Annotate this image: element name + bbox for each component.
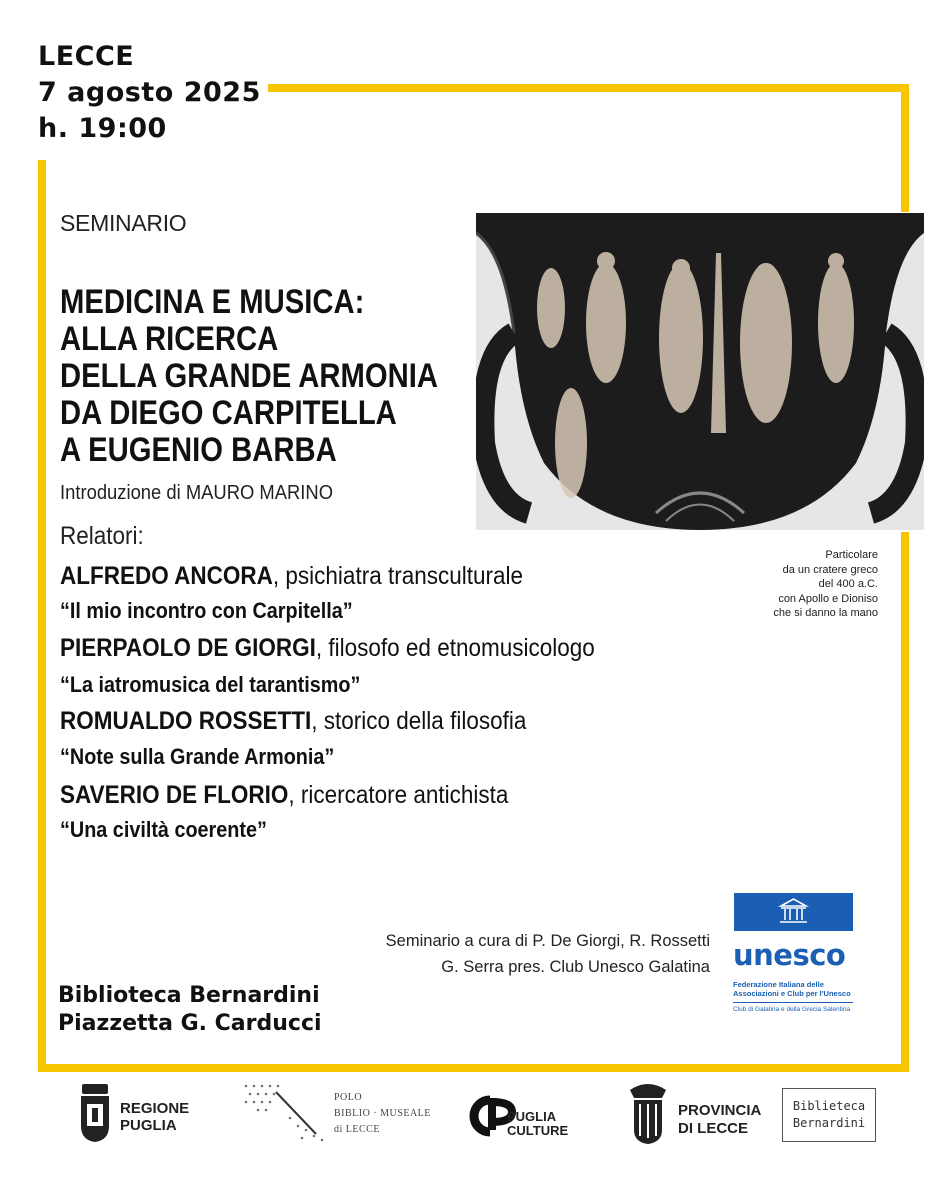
title-line: DA DIEGO CARPITELLA: [60, 394, 397, 432]
speaker-role: , storico della filosofia: [311, 707, 527, 735]
frame-bottom-line: [38, 1064, 909, 1072]
caption-line: da un cratere greco: [782, 563, 878, 576]
regione-label-line: PUGLIA: [120, 1117, 177, 1134]
frame-left-line: [38, 160, 46, 1072]
event-date: 7 agosto 2025: [38, 77, 261, 108]
event-time: h. 19:00: [38, 113, 167, 144]
unesco-wordmark: unesco: [733, 938, 846, 972]
puglia-label-line: PUGLIA: [507, 1109, 557, 1124]
title-line: DELLA GRANDE ARMONIA: [60, 357, 438, 395]
talk-title: “Una civiltà coerente”: [60, 817, 267, 842]
caption-line: che si danno la mano: [773, 607, 878, 619]
puglia-culture-label: [507, 1110, 568, 1138]
introduction-line: Introduzione di MAURO MARINO: [60, 482, 334, 504]
venue-address: Piazzetta G. Carducci: [58, 1011, 322, 1036]
seminar-title: [60, 284, 438, 469]
unesco-federation-line: Federazione Italiana delle: [733, 980, 824, 989]
speaker-role: , psichiatra transculturale: [272, 562, 524, 590]
speakers-label: Relatori:: [60, 522, 144, 550]
provincia-label-line: DI LECCE: [678, 1120, 749, 1137]
credits-line: Seminario a cura di P. De Giorgi, R. Rossetti: [385, 932, 710, 950]
speaker-name: ALFREDO ANCORA: [60, 562, 273, 590]
caption-line: con Apollo e Dioniso: [778, 592, 878, 605]
speaker-role: , filosofo ed etnomusicologo: [315, 634, 595, 662]
polo-label-line: POLO: [334, 1092, 363, 1103]
title-line: ALLA RICERCA: [60, 320, 279, 358]
speaker-name: PIERPAOLO DE GIORGI: [60, 634, 316, 662]
seminar-kicker: SEMINARIO: [60, 210, 187, 236]
frame-top-line: [268, 84, 909, 92]
talk-title: “La iatromusica del tarantismo”: [60, 672, 361, 697]
caption-line: Particolare: [825, 549, 878, 561]
speaker-line: [60, 706, 526, 736]
seminar-credits: [386, 928, 710, 980]
polo-label-line: di LECCE: [334, 1124, 380, 1135]
unesco-temple-logo: [734, 893, 853, 931]
talk-title: “Il mio incontro con Carpitella”: [60, 598, 353, 623]
speaker-line: [60, 780, 508, 810]
speaker-name: ROMUALDO ROSSETTI: [60, 707, 312, 735]
polo-label: [334, 1090, 431, 1138]
unesco-club: Club di Galatina e della Grecia Salentina: [733, 1006, 851, 1013]
provincia-lecce-label: [678, 1102, 761, 1138]
speaker-line: [60, 561, 523, 591]
event-city: LECCE: [38, 41, 135, 72]
title-line: A EUGENIO BARBA: [60, 431, 337, 469]
speaker-role: , ricercatore antichista: [288, 781, 509, 809]
polo-dots-icon: [242, 1082, 328, 1144]
regione-puglia-label: [120, 1100, 189, 1134]
caption-line: del 400 a.C.: [818, 578, 878, 590]
venue: [58, 982, 322, 1038]
unesco-federation: [733, 980, 851, 998]
venue-name: Biblioteca Bernardini: [58, 983, 320, 1008]
title-line: MEDICINA E MUSICA:: [60, 283, 365, 321]
biblioteca-bernardini-logo: [782, 1088, 876, 1142]
unesco-federation-line: Associazioni e Club per l'Unesco: [733, 989, 851, 998]
regione-puglia-emblem-icon: [78, 1082, 112, 1144]
image-caption: [718, 548, 878, 621]
greek-krater-image: [476, 213, 924, 530]
provincia-lecce-crest-icon: [626, 1080, 670, 1146]
credits-line: G. Serra pres. Club Unesco Galatina: [441, 958, 710, 976]
biblioteca-label-line: Biblieteca: [792, 1099, 866, 1113]
regione-label-line: REGIONE: [120, 1100, 190, 1117]
frame-right-line-upper: [901, 84, 909, 212]
speaker-line: [60, 633, 595, 663]
puglia-label-line: CULTURE: [507, 1123, 569, 1138]
provincia-label-line: PROVINCIA: [678, 1102, 762, 1119]
talk-title: “Note sulla Grande Armonia”: [60, 744, 335, 769]
biblioteca-label-line: Bernardini: [792, 1116, 866, 1130]
unesco-divider: [733, 1002, 853, 1003]
frame-right-line-lower: [901, 532, 909, 1072]
speaker-name: SAVERIO DE FLORIO: [60, 781, 289, 809]
polo-label-line: BIBLIO · MUSEALE: [334, 1108, 431, 1119]
